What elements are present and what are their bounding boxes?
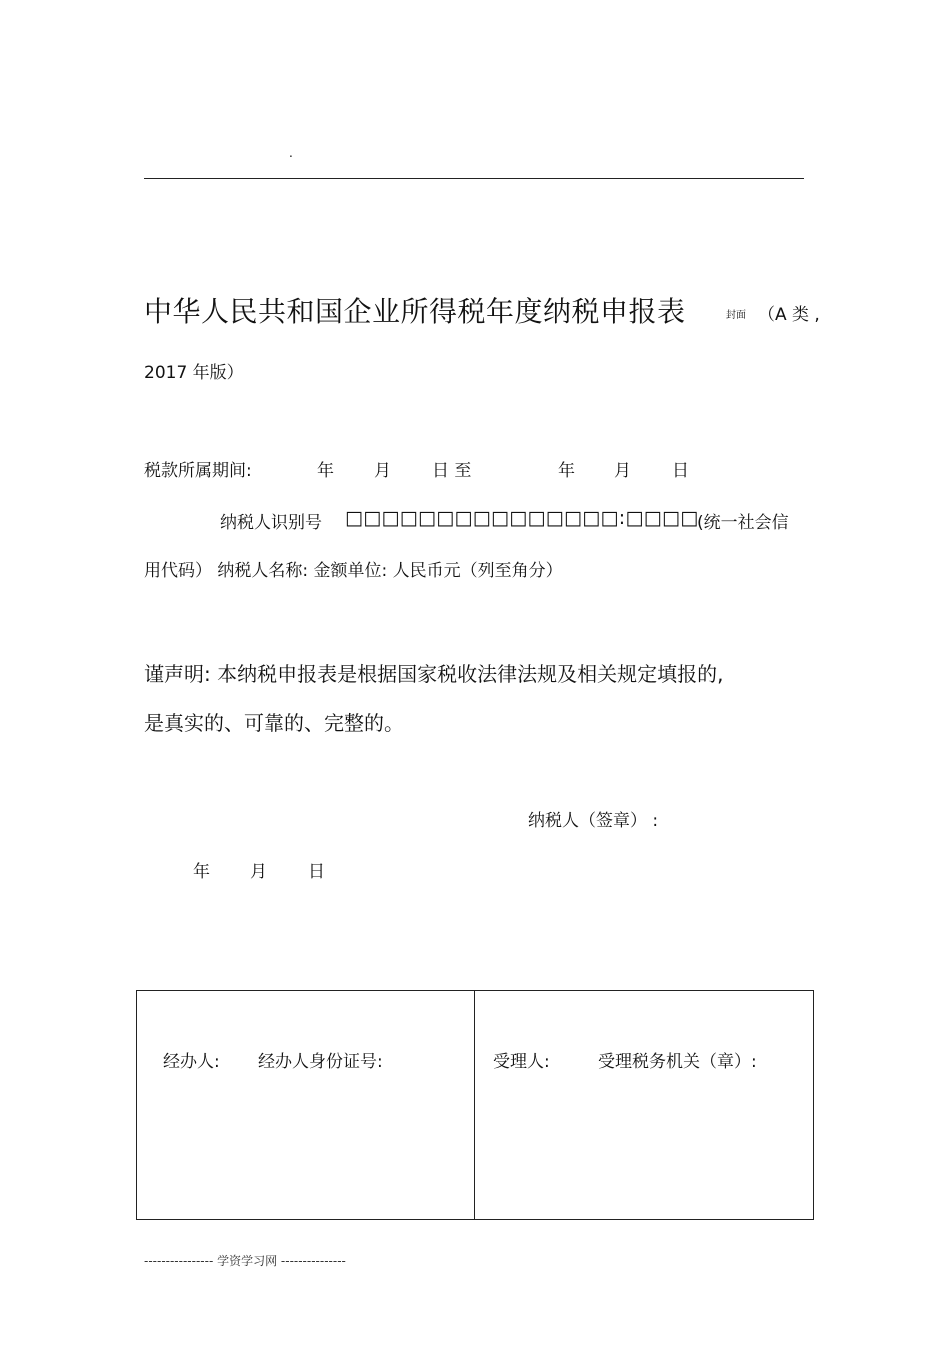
period-year-start: 年: [317, 461, 334, 481]
agent-id-label: 经办人身份证号:: [258, 1052, 383, 1072]
period-month-start: 月: [374, 461, 391, 481]
agent-cell[interactable]: [137, 991, 475, 1219]
handling-info-table: [136, 990, 814, 1220]
signature-month: 月: [250, 862, 267, 882]
receiver-label: 受理人:: [493, 1052, 550, 1072]
period-year-end: 年: [558, 461, 575, 481]
credit-code-line: 用代码） 纳税人名称: 金额单位: 人民币元（列至角分）: [144, 561, 563, 581]
tax-office-label: 受理税务机关（章）:: [598, 1052, 757, 1072]
signature-day: 日: [308, 862, 325, 882]
watermark-text: ---------------- 学资学习网 ---------------: [144, 1254, 346, 1268]
taxpayer-id-label: 纳税人识别号: [220, 513, 322, 533]
period-month-end: 月: [614, 461, 631, 481]
cover-small-label: 封面: [726, 310, 746, 321]
declaration-line-2: 是真实的、可靠的、完整的。: [144, 711, 404, 735]
signature-year: 年: [193, 862, 210, 882]
form-version: 2017 年版）: [144, 363, 244, 383]
agent-label: 经办人:: [163, 1052, 220, 1072]
period-day-end: 日: [672, 461, 689, 481]
receiver-cell[interactable]: [475, 991, 813, 1219]
header-dot: .: [289, 146, 293, 160]
header-rule: [144, 178, 804, 179]
signature-label: 纳税人（签章） :: [528, 811, 659, 831]
form-title: 中华人民共和国企业所得税年度纳税申报表: [144, 295, 686, 328]
declaration-line-1: 谨声明: 本纳税申报表是根据国家税收法律法规及相关规定填报的,: [144, 662, 724, 686]
taxpayer-id-boxes[interactable]: □□□□□□□□□□□□□□□:□□□□: [345, 507, 699, 529]
cover-category-label: （A 类 ,: [758, 305, 820, 325]
period-day-to: 日 至: [432, 461, 472, 481]
credit-code-label-start: (统一社会信: [697, 513, 789, 533]
tax-period-label: 税款所属期间:: [144, 461, 252, 481]
